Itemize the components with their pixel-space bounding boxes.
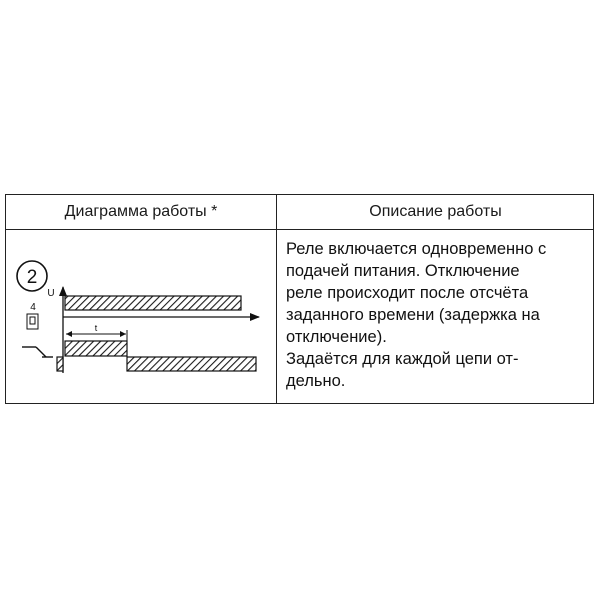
description-line: заданного времени (задержка на xyxy=(286,306,540,324)
column-divider xyxy=(276,195,277,403)
relay-initial-off-stub xyxy=(57,357,63,371)
diagram-column-header: Диаграмма работы * xyxy=(64,203,218,220)
description-line: реле происходит после отсчёта xyxy=(286,284,529,302)
delay-time-label: t xyxy=(94,323,98,333)
timing-diagram xyxy=(6,230,276,403)
contact-icon xyxy=(22,347,53,357)
description-line: отключение). xyxy=(286,328,387,346)
mode-number: 2 xyxy=(26,267,38,288)
terminal-number: 4 xyxy=(30,302,36,313)
voltage-axis-label: U xyxy=(47,288,55,299)
relay-on-bar xyxy=(65,341,127,356)
description-line: Задаётся для каждой цепи от- xyxy=(286,350,519,368)
description-line: Реле включается одновременно с xyxy=(286,240,547,258)
operation-description xyxy=(286,238,586,392)
relay-off-bar xyxy=(127,357,256,371)
description-line: подачей питания. Отключение xyxy=(286,262,520,280)
description-column-header: Описание работы xyxy=(369,203,502,220)
relay-mode-table xyxy=(5,194,594,404)
description-line: дельно. xyxy=(286,372,346,390)
supply-voltage-bar xyxy=(65,296,241,310)
terminal-icon xyxy=(27,302,38,329)
mode-number-badge xyxy=(17,261,47,291)
